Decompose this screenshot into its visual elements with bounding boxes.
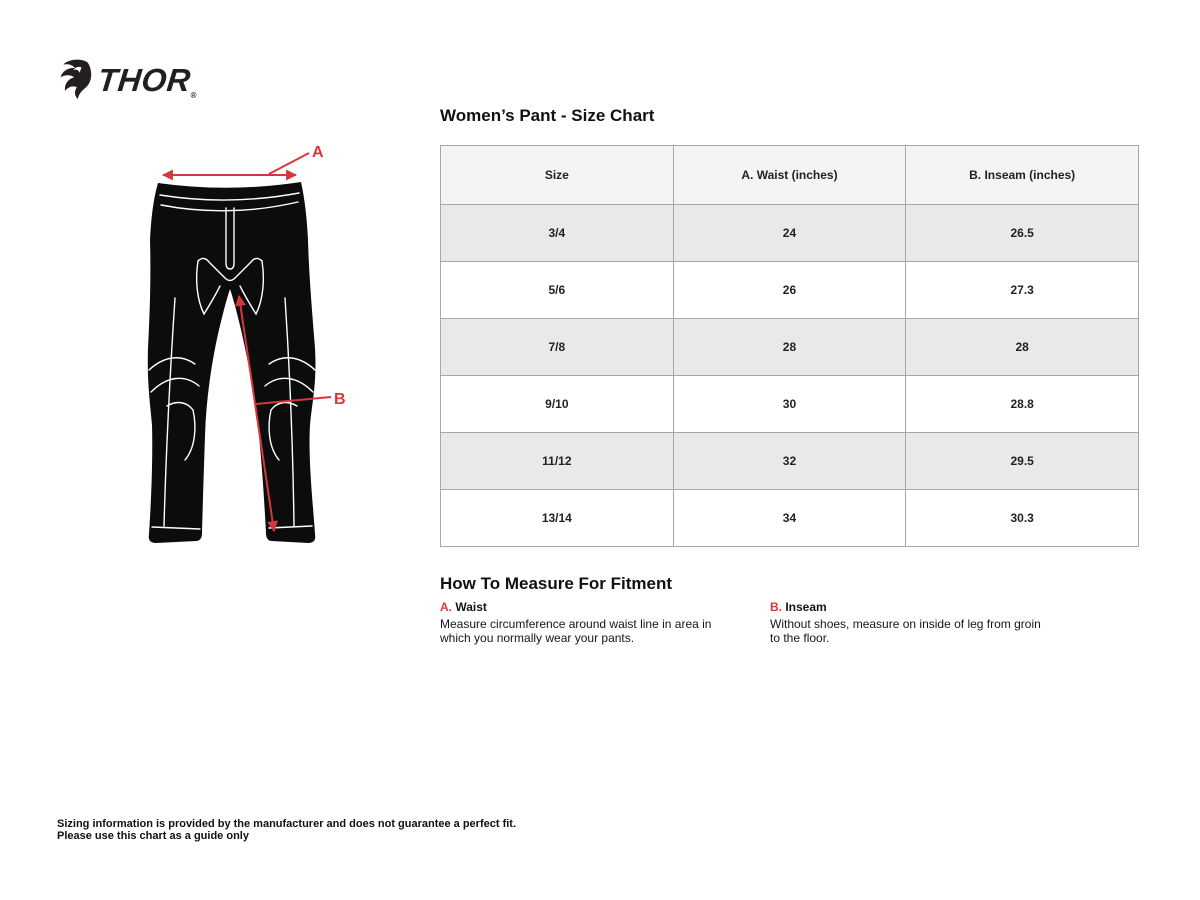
cell-waist: 24 [673,205,906,262]
waist-leader-line [269,153,309,174]
measure-item-inseam [770,600,1042,645]
cell-waist: 26 [673,262,906,319]
footer-line-2: Please use this chart as a guide only [57,830,249,842]
diagram-label-a: A [312,144,324,161]
measure-item-waist [440,600,732,645]
header-cell-size: Size [441,146,674,205]
measure-title: How To Measure For Fitment [440,574,673,593]
table-row [441,205,1139,262]
cell-inseam: 28 [906,319,1139,376]
measure-text-inseam: Without shoes, measure on inside of leg from groin to the floor. [770,617,1041,645]
footer-note [57,818,516,842]
size-chart-table [440,145,1139,547]
size-chart-title: Women’s Pant - Size Chart [440,106,655,125]
brand-wordmark: THOR [96,62,193,98]
table-row [441,433,1139,490]
measure-label-inseam [770,600,1042,614]
cell-size: 5/6 [441,262,674,319]
cell-size: 13/14 [441,490,674,547]
cell-size: 9/10 [441,376,674,433]
cell-size: 7/8 [441,319,674,376]
cell-inseam: 30.3 [906,490,1139,547]
table-row [441,319,1139,376]
cell-waist: 32 [673,433,906,490]
cell-size: 11/12 [441,433,674,490]
cell-size: 3/4 [441,205,674,262]
cell-waist: 28 [673,319,906,376]
diagram-label-b: B [334,391,346,408]
cell-waist: 34 [673,490,906,547]
cell-inseam: 27.3 [906,262,1139,319]
brand-trademark: ® [190,91,197,100]
table-row [441,262,1139,319]
thor-goat-icon [56,56,96,104]
measure-name-waist: Waist [455,600,487,614]
header-cell-waist: A. Waist (inches) [673,146,906,205]
pants-diagram-svg [118,138,380,562]
cell-inseam: 26.5 [906,205,1139,262]
pants-diagram [118,138,380,562]
measure-text-waist: Measure circumference around waist line in area in which you normally wear your pants. [440,617,712,645]
table-row [441,376,1139,433]
cell-inseam: 28.8 [906,376,1139,433]
cell-waist: 30 [673,376,906,433]
header-cell-inseam: B. Inseam (inches) [906,146,1139,205]
measure-label-waist [440,600,732,614]
brand-logo [56,56,197,104]
pants-silhouette [148,182,316,543]
table-row [441,490,1139,547]
footer-line-1: Sizing information is provided by the manufacturer and does not guarantee a perfect fit. [57,818,517,830]
measure-prefix-a: A. [440,600,452,614]
table-header-row [441,146,1139,205]
cell-inseam: 29.5 [906,433,1139,490]
measure-prefix-b: B. [770,600,782,614]
measure-name-inseam: Inseam [785,600,827,614]
